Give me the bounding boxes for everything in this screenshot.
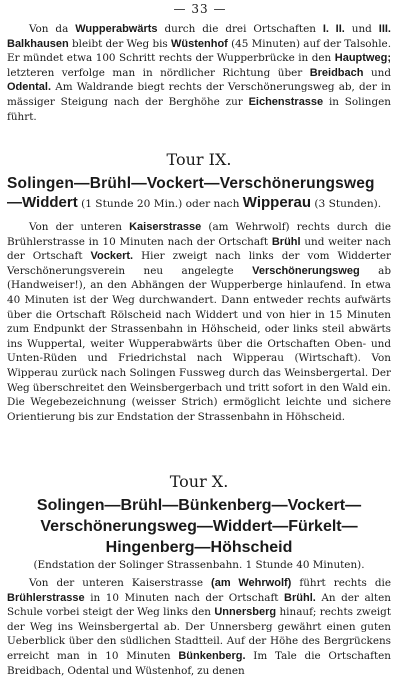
tour-9-heading: Tour IX. [166,150,232,169]
place-name: Wüstenhof [171,37,228,50]
text-run: durch die drei Ortschaften [157,23,323,35]
tour-9-route-line-2 [7,194,391,213]
text-run: Hier zweigt nach links der vom Widderter Verschönerungsverein neu angelegte [7,250,391,277]
place-name: Kaiserstrasse [129,221,202,233]
text-run: und weiter nach der Ortschaft [7,235,391,263]
intro-paragraph [7,22,391,124]
place-name: Bünkenberg. [178,649,246,662]
text-run: (1 Stunde 20 Min.) oder nach [77,198,243,210]
tour-10-route-line-2: Verschönerungsweg—Widdert—Fürkelt— [40,518,358,535]
place-name: Vockert. [90,250,134,263]
text-run: in 10 Minuten nach der Ortschaft [84,591,285,604]
text-run: und [344,23,379,35]
text-run: und [363,66,391,79]
place-name: I. II. [322,23,345,35]
place-name: Brühl. [284,591,316,604]
text-run: (3 Stunden). [311,198,382,210]
place-name: (am Wehrwolf) [211,577,292,589]
place-name: Wipperau [242,194,311,211]
tour-10-note: (Endstation der Solinger Strassenbahn. 1 Stunde 40 Minuten). [33,559,365,571]
place-name: Unnersberg [214,606,277,619]
place-name: III. Balkhausen [7,23,391,50]
text-run: Von der unteren Kaiserstrasse [29,577,212,589]
text-run: (45 Minuten) auf der Talsohle. Er mündet etwa 100 Schritt rechts der Wupperbrücke in den [7,37,392,65]
place-name: Wupperabwärts [75,23,158,35]
text-run: Im Tale die Ortschaften Breidbach, Odental und Wüstenhof, zu denen [7,649,391,677]
text-run: hinauf; rechts zweigt der Weg ins Weinsbergertal ab. Der Unnersberg gewährt einen guten Ueberblick über den südlichen Stadtteil. Auf der Höhe des Bergrückens erreicht man in 10 Minuten [7,606,391,662]
place-name: Brühl [271,235,301,248]
place-name: Eichenstrasse [248,95,324,108]
text-run: Am Waldrande biegt rechts der Verschönerungsweg ab, der in mässiger Steigung nach der Berghöhe zur [7,81,391,108]
tour-10-section [7,473,391,678]
text-run: Von der unteren [29,221,130,233]
text-run: ab (Handweiser!), an den Abhängen der Wupperberge hinlaufend. In etwa 40 Minuten ist der Weg durchwandert. Dann entweder rechts aufwärts über die Ortschaft Rölscheid nach Widdert und von hier in 15 Minuten zum Endpunkt der Strassenbahn in Höhscheid, oder links steil abwärts ins Wuppertal, weiter Wupperabwärts über die Ortschaften Oben- und Unten-Rüden und Friedrichstal nach Wipperau (Wirtschaft). Von Wipperau zurück nach Solingen Fussweg durch das Weinsbergertal. Der Weg überschreitet den Weinsbergerbach und tritt sofort in den Wald ein. Die Wegebezeichnung (weisser Strich) ermöglicht leichte und sichere Orientierung bis zur Endstation der Strassenbahn in Höhscheid. [7,264,391,423]
text-run: in Solingen führt. [7,95,391,123]
tour-10-paragraph [7,576,391,678]
text-run: bleibt der Weg bis [68,37,172,50]
tour-9-section [7,151,391,424]
place-name: Verschönerungsweg [252,264,360,277]
place-name: Breidbach [309,66,364,79]
intro-section [7,22,391,124]
tour-10-heading: Tour X. [169,472,229,491]
tour-10-route-line-3: Hingenberg—Höhscheid [105,539,293,556]
tour-9-route-line-1: Solingen—Brühl—Vockert—Verschönerungsweg [7,175,375,192]
page-number: — 33 — [173,2,227,16]
tour-10-route-line-1: Solingen—Brühl—Bünkenberg—Vockert— [36,497,362,514]
place-name: Brühlerstrasse [7,591,85,604]
place-name: Odental. [7,81,52,94]
text-run: Von da [29,23,76,35]
dash: — [7,194,22,211]
place-name: Widdert [22,194,78,211]
text-run: letzteren verfolge man in nördlicher Richtung über [7,66,310,79]
tour-9-paragraph [7,220,391,424]
text-run: An der alten Schule vorbei steigt der Weg links den [7,591,391,619]
place-name: Hauptweg; [334,52,391,65]
text-run: führt rechts die [291,577,392,589]
text-run: (am Wehrwolf) rechts durch die Brühlerstrasse in 10 Minuten nach der Ortschaft [7,221,391,248]
